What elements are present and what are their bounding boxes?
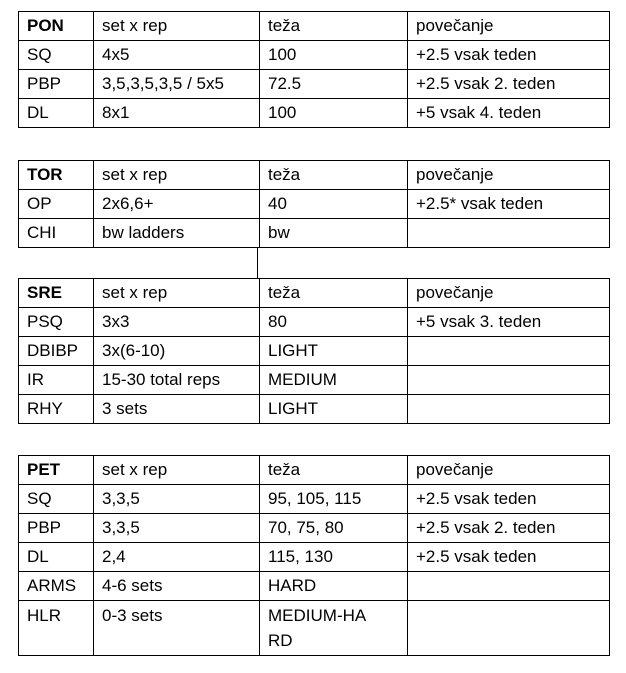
table-header-row <box>19 456 610 485</box>
exercise-cell: PBP <box>19 70 94 99</box>
increase-cell: +5 vsak 3. teden <box>408 308 610 337</box>
header-sets: set x rep <box>94 279 260 308</box>
exercise-cell: PSQ <box>19 308 94 337</box>
header-weight: teža <box>260 161 408 190</box>
table-tor <box>18 160 610 248</box>
table-row <box>19 572 610 601</box>
weight-cell: 100 <box>260 41 408 70</box>
increase-cell: +2.5* vsak teden <box>408 190 610 219</box>
increase-cell <box>408 219 610 248</box>
table-sre <box>18 278 610 424</box>
weight-cell: HARD <box>260 572 408 601</box>
sets-cell: 4x5 <box>94 41 260 70</box>
weight-cell: 115, 130 <box>260 543 408 572</box>
sets-cell: bw ladders <box>94 219 260 248</box>
weight-cell: 40 <box>260 190 408 219</box>
header-increase: povečanje <box>408 279 610 308</box>
weight-cell: 70, 75, 80 <box>260 514 408 543</box>
sets-cell: 2,4 <box>94 543 260 572</box>
table-row <box>19 190 610 219</box>
table-row <box>19 337 610 366</box>
weight-cell: MEDIUM <box>260 366 408 395</box>
exercise-cell: HLR <box>19 601 94 656</box>
sets-cell: 3,5,3,5,3,5 / 5x5 <box>94 70 260 99</box>
increase-cell <box>408 366 610 395</box>
header-sets: set x rep <box>94 456 260 485</box>
exercise-cell: DL <box>19 543 94 572</box>
table-row <box>19 543 610 572</box>
sets-cell: 0-3 sets <box>94 601 260 656</box>
exercise-cell: ARMS <box>19 572 94 601</box>
increase-cell: +2.5 vsak 2. teden <box>408 70 610 99</box>
header-weight: teža <box>260 456 408 485</box>
table-pet <box>18 455 610 656</box>
header-weight: teža <box>260 12 408 41</box>
day-label: SRE <box>19 279 94 308</box>
table-row <box>19 395 610 424</box>
header-increase: povečanje <box>408 12 610 41</box>
sets-cell: 8x1 <box>94 99 260 128</box>
increase-cell: +2.5 vsak teden <box>408 543 610 572</box>
weight-cell: bw <box>260 219 408 248</box>
header-sets: set x rep <box>94 12 260 41</box>
table-pon <box>18 11 610 128</box>
table-row <box>19 70 610 99</box>
sets-cell: 3 sets <box>94 395 260 424</box>
exercise-cell: DL <box>19 99 94 128</box>
weight-cell: LIGHT <box>260 337 408 366</box>
table-row <box>19 99 610 128</box>
sets-cell: 15-30 total reps <box>94 366 260 395</box>
increase-cell <box>408 395 610 424</box>
weight-cell: MEDIUM-HARD <box>260 601 408 656</box>
table-header-row <box>19 161 610 190</box>
exercise-cell: IR <box>19 366 94 395</box>
exercise-cell: PBP <box>19 514 94 543</box>
table-row <box>19 485 610 514</box>
weight-cell: LIGHT <box>260 395 408 424</box>
increase-cell: +2.5 vsak 2. teden <box>408 514 610 543</box>
increase-cell: +2.5 vsak teden <box>408 41 610 70</box>
sets-cell: 3,3,5 <box>94 514 260 543</box>
increase-cell: +2.5 vsak teden <box>408 485 610 514</box>
sets-cell: 3x3 <box>94 308 260 337</box>
header-increase: povečanje <box>408 456 610 485</box>
header-sets: set x rep <box>94 161 260 190</box>
increase-cell <box>408 337 610 366</box>
exercise-cell: OP <box>19 190 94 219</box>
day-label: TOR <box>19 161 94 190</box>
column-divider <box>257 248 258 278</box>
weight-cell: 80 <box>260 308 408 337</box>
increase-cell <box>408 601 610 656</box>
sets-cell: 4-6 sets <box>94 572 260 601</box>
exercise-cell: SQ <box>19 485 94 514</box>
day-label: PON <box>19 12 94 41</box>
table-row <box>19 219 610 248</box>
exercise-cell: CHI <box>19 219 94 248</box>
header-weight: teža <box>260 279 408 308</box>
increase-cell: +5 vsak 4. teden <box>408 99 610 128</box>
header-increase: povečanje <box>408 161 610 190</box>
table-row <box>19 601 610 656</box>
increase-cell <box>408 572 610 601</box>
exercise-cell: SQ <box>19 41 94 70</box>
weight-cell: 72.5 <box>260 70 408 99</box>
table-row <box>19 514 610 543</box>
day-label: PET <box>19 456 94 485</box>
table-row <box>19 366 610 395</box>
sets-cell: 3x(6-10) <box>94 337 260 366</box>
sets-cell: 3,3,5 <box>94 485 260 514</box>
exercise-cell: DBIBP <box>19 337 94 366</box>
table-header-row <box>19 12 610 41</box>
weight-cell: 100 <box>260 99 408 128</box>
sets-cell: 2x6,6+ <box>94 190 260 219</box>
weight-cell: 95, 105, 115 <box>260 485 408 514</box>
table-row <box>19 308 610 337</box>
exercise-cell: RHY <box>19 395 94 424</box>
table-row <box>19 41 610 70</box>
table-header-row <box>19 279 610 308</box>
